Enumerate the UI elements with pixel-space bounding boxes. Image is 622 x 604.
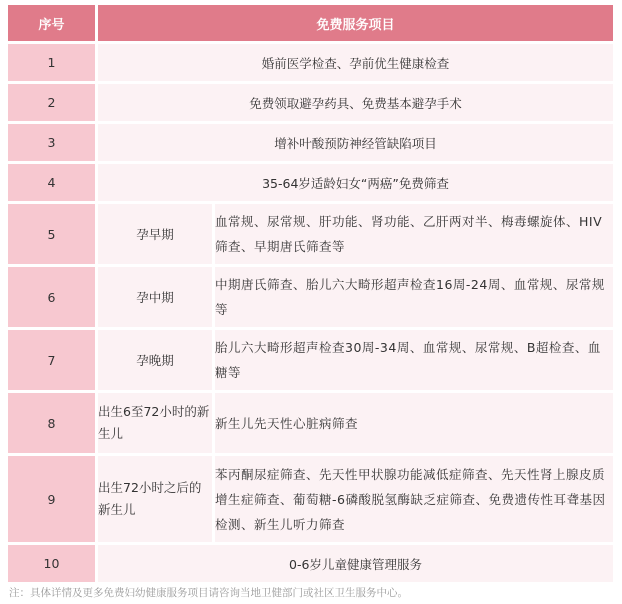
row-detail: 新生儿先天性心脏病筛查	[215, 393, 613, 453]
row-number: 3	[8, 124, 95, 161]
table-row	[8, 267, 613, 327]
row-number: 1	[8, 44, 95, 81]
header-number: 序号	[8, 5, 95, 41]
row-number: 9	[8, 456, 95, 542]
row-stage: 孕晚期	[98, 330, 212, 390]
row-number: 10	[8, 545, 95, 582]
row-number: 7	[8, 330, 95, 390]
free-services-table	[5, 2, 616, 585]
row-number: 4	[8, 164, 95, 201]
table-row	[8, 204, 613, 264]
row-service: 婚前医学检查、孕前优生健康检查	[98, 44, 613, 81]
row-stage: 出生72小时之后的新生儿	[98, 456, 212, 542]
table-row	[8, 84, 613, 121]
row-detail: 苯丙酮尿症筛查、先天性甲状腺功能减低症筛查、先天性肾上腺皮质增生症筛查、葡萄糖-6磷酸脱氢酶缺乏症筛查、免费遗传性耳聋基因检测、新生儿听力筛查	[215, 456, 613, 542]
table-row	[8, 124, 613, 161]
row-stage: 孕中期	[98, 267, 212, 327]
header-service: 免费服务项目	[98, 5, 613, 41]
footnote: 注：具体详情及更多免费妇幼健康服务项目请咨询当地卫健部门或社区卫生服务中心。	[9, 587, 408, 599]
row-service: 0-6岁儿童健康管理服务	[98, 545, 613, 582]
row-service: 35-64岁适龄妇女“两癌”免费筛查	[98, 164, 613, 201]
table-row	[8, 393, 613, 453]
row-number: 5	[8, 204, 95, 264]
table-row	[8, 44, 613, 81]
row-number: 2	[8, 84, 95, 121]
row-stage: 孕早期	[98, 204, 212, 264]
table-row	[8, 330, 613, 390]
row-detail: 血常规、尿常规、肝功能、肾功能、乙肝两对半、梅毒螺旋体、HIV筛查、早期唐氏筛查等	[215, 204, 613, 264]
row-number: 8	[8, 393, 95, 453]
row-detail: 中期唐氏筛查、胎儿六大畸形超声检查16周-24周、血常规、尿常规等	[215, 267, 613, 327]
row-service: 免费领取避孕药具、免费基本避孕手术	[98, 84, 613, 121]
table-row	[8, 456, 613, 542]
row-service: 增补叶酸预防神经管缺陷项目	[98, 124, 613, 161]
table-header-row	[8, 5, 613, 41]
table-row	[8, 164, 613, 201]
row-stage: 出生6至72小时的新生儿	[98, 393, 212, 453]
row-number: 6	[8, 267, 95, 327]
table-row	[8, 545, 613, 582]
row-detail: 胎儿六大畸形超声检查30周-34周、血常规、尿常规、B超检查、血糖等	[215, 330, 613, 390]
